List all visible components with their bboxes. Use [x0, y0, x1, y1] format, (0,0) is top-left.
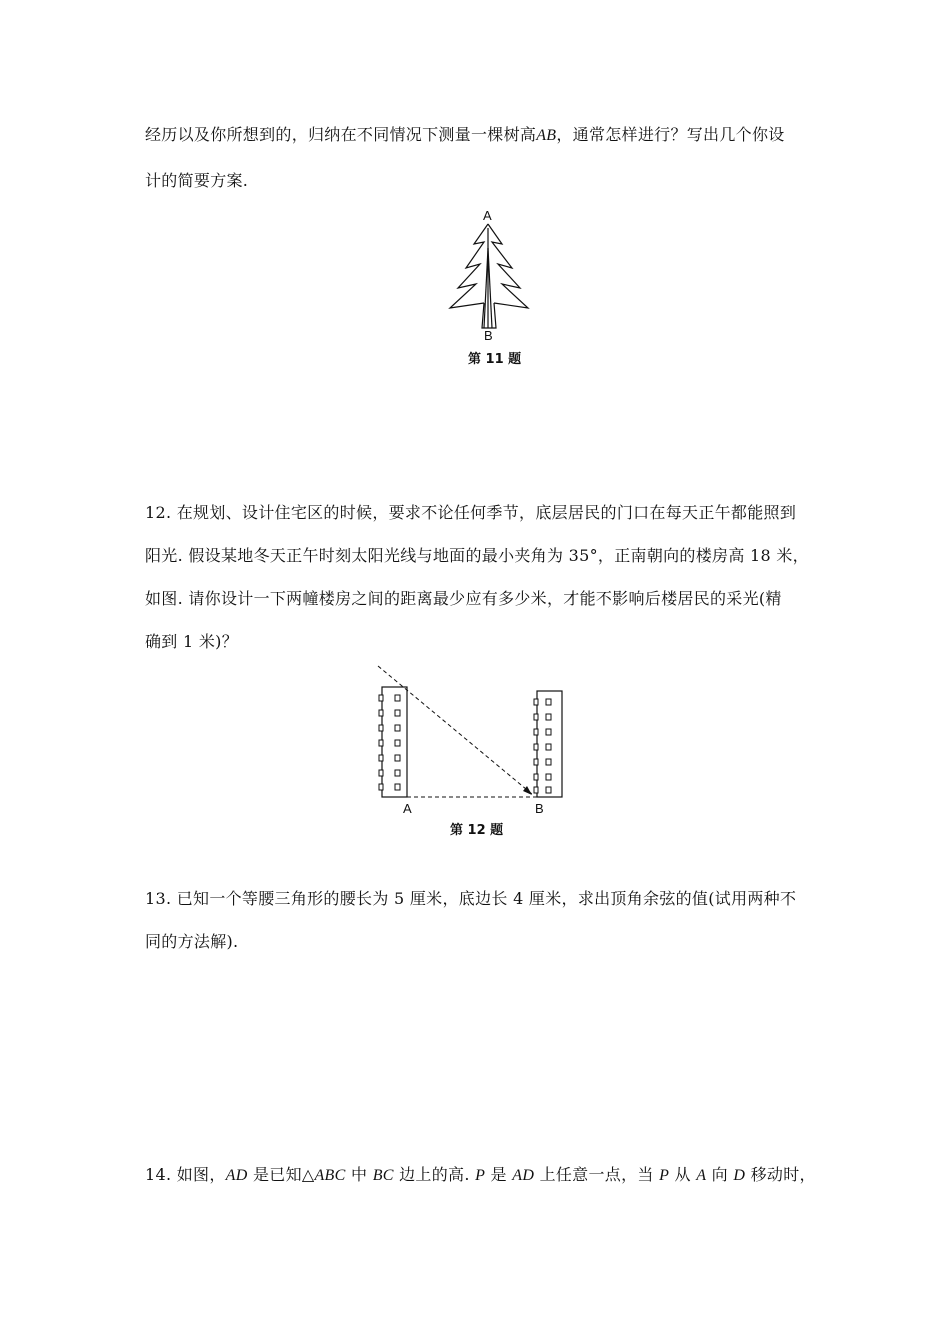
q14-text: 上任意一点，当	[534, 1165, 660, 1184]
q14-var: D	[733, 1167, 746, 1184]
q13-line-1: 13. 已知一个等腰三角形的腰长为 5 厘米，底边长 4 厘米，求出顶角余弦的值(试用两种不	[145, 889, 797, 908]
building-label-b: B	[535, 801, 544, 816]
q12-line-3: 如图. 请你设计一下两幢楼房之间的距离最少应有多少米，才能不影响后楼居民的采光(精	[145, 589, 782, 608]
tree-label-b: B	[484, 328, 493, 343]
q14-line-1	[145, 1164, 816, 1187]
tree-figure	[444, 208, 534, 338]
q14-text: 从	[669, 1165, 697, 1184]
q14-var: ABC	[314, 1167, 346, 1184]
q14-text: 移动时，	[745, 1165, 816, 1184]
q11-line-2: 计的简要方案.	[145, 171, 249, 190]
q11-line-1	[145, 124, 785, 147]
q11-text-a: 经历以及你所想到的，归纳在不同情况下测量一棵树高	[145, 125, 537, 144]
q14-text: 14. 如图，	[145, 1165, 226, 1184]
q14-var: AD	[512, 1167, 535, 1184]
q11-var-ab: AB	[536, 127, 557, 144]
q14-text: 中	[345, 1165, 373, 1184]
q12-line-2: 阳光. 假设某地冬天正午时刻太阳光线与地面的最小夹角为 35°，正南朝向的楼房高 18 米，	[145, 546, 809, 565]
q12-line-4: 确到 1 米)？	[145, 632, 238, 651]
q14-var: AD	[225, 1167, 248, 1184]
q14-text: 边上的高.	[393, 1165, 476, 1184]
figure-12-caption: 第 12 题	[450, 823, 504, 838]
q14-var: BC	[372, 1167, 394, 1184]
q14-var: A	[696, 1167, 707, 1184]
q14-text: 向	[706, 1165, 734, 1184]
q14-text: 是已知△	[247, 1165, 315, 1184]
q14-var: P	[475, 1167, 486, 1184]
q14-text: 是	[485, 1165, 513, 1184]
q14-var: P	[659, 1167, 670, 1184]
q13-line-2: 同的方法解).	[145, 932, 239, 951]
buildings-drawing	[372, 662, 572, 812]
tree-label-a: A	[483, 208, 492, 223]
q11-text-b: ，通常怎样进行？写出几个你设	[556, 125, 785, 144]
sun-ray-line	[378, 666, 532, 794]
buildings-figure	[372, 662, 572, 812]
building-label-a: A	[403, 801, 412, 816]
q12-line-1: 12. 在规划、设计住宅区的时候，要求不论任何季节，底层居民的门口在每天正午都能照到	[145, 503, 797, 522]
tree-drawing	[444, 208, 534, 338]
figure-11-caption: 第 11 题	[468, 352, 522, 367]
